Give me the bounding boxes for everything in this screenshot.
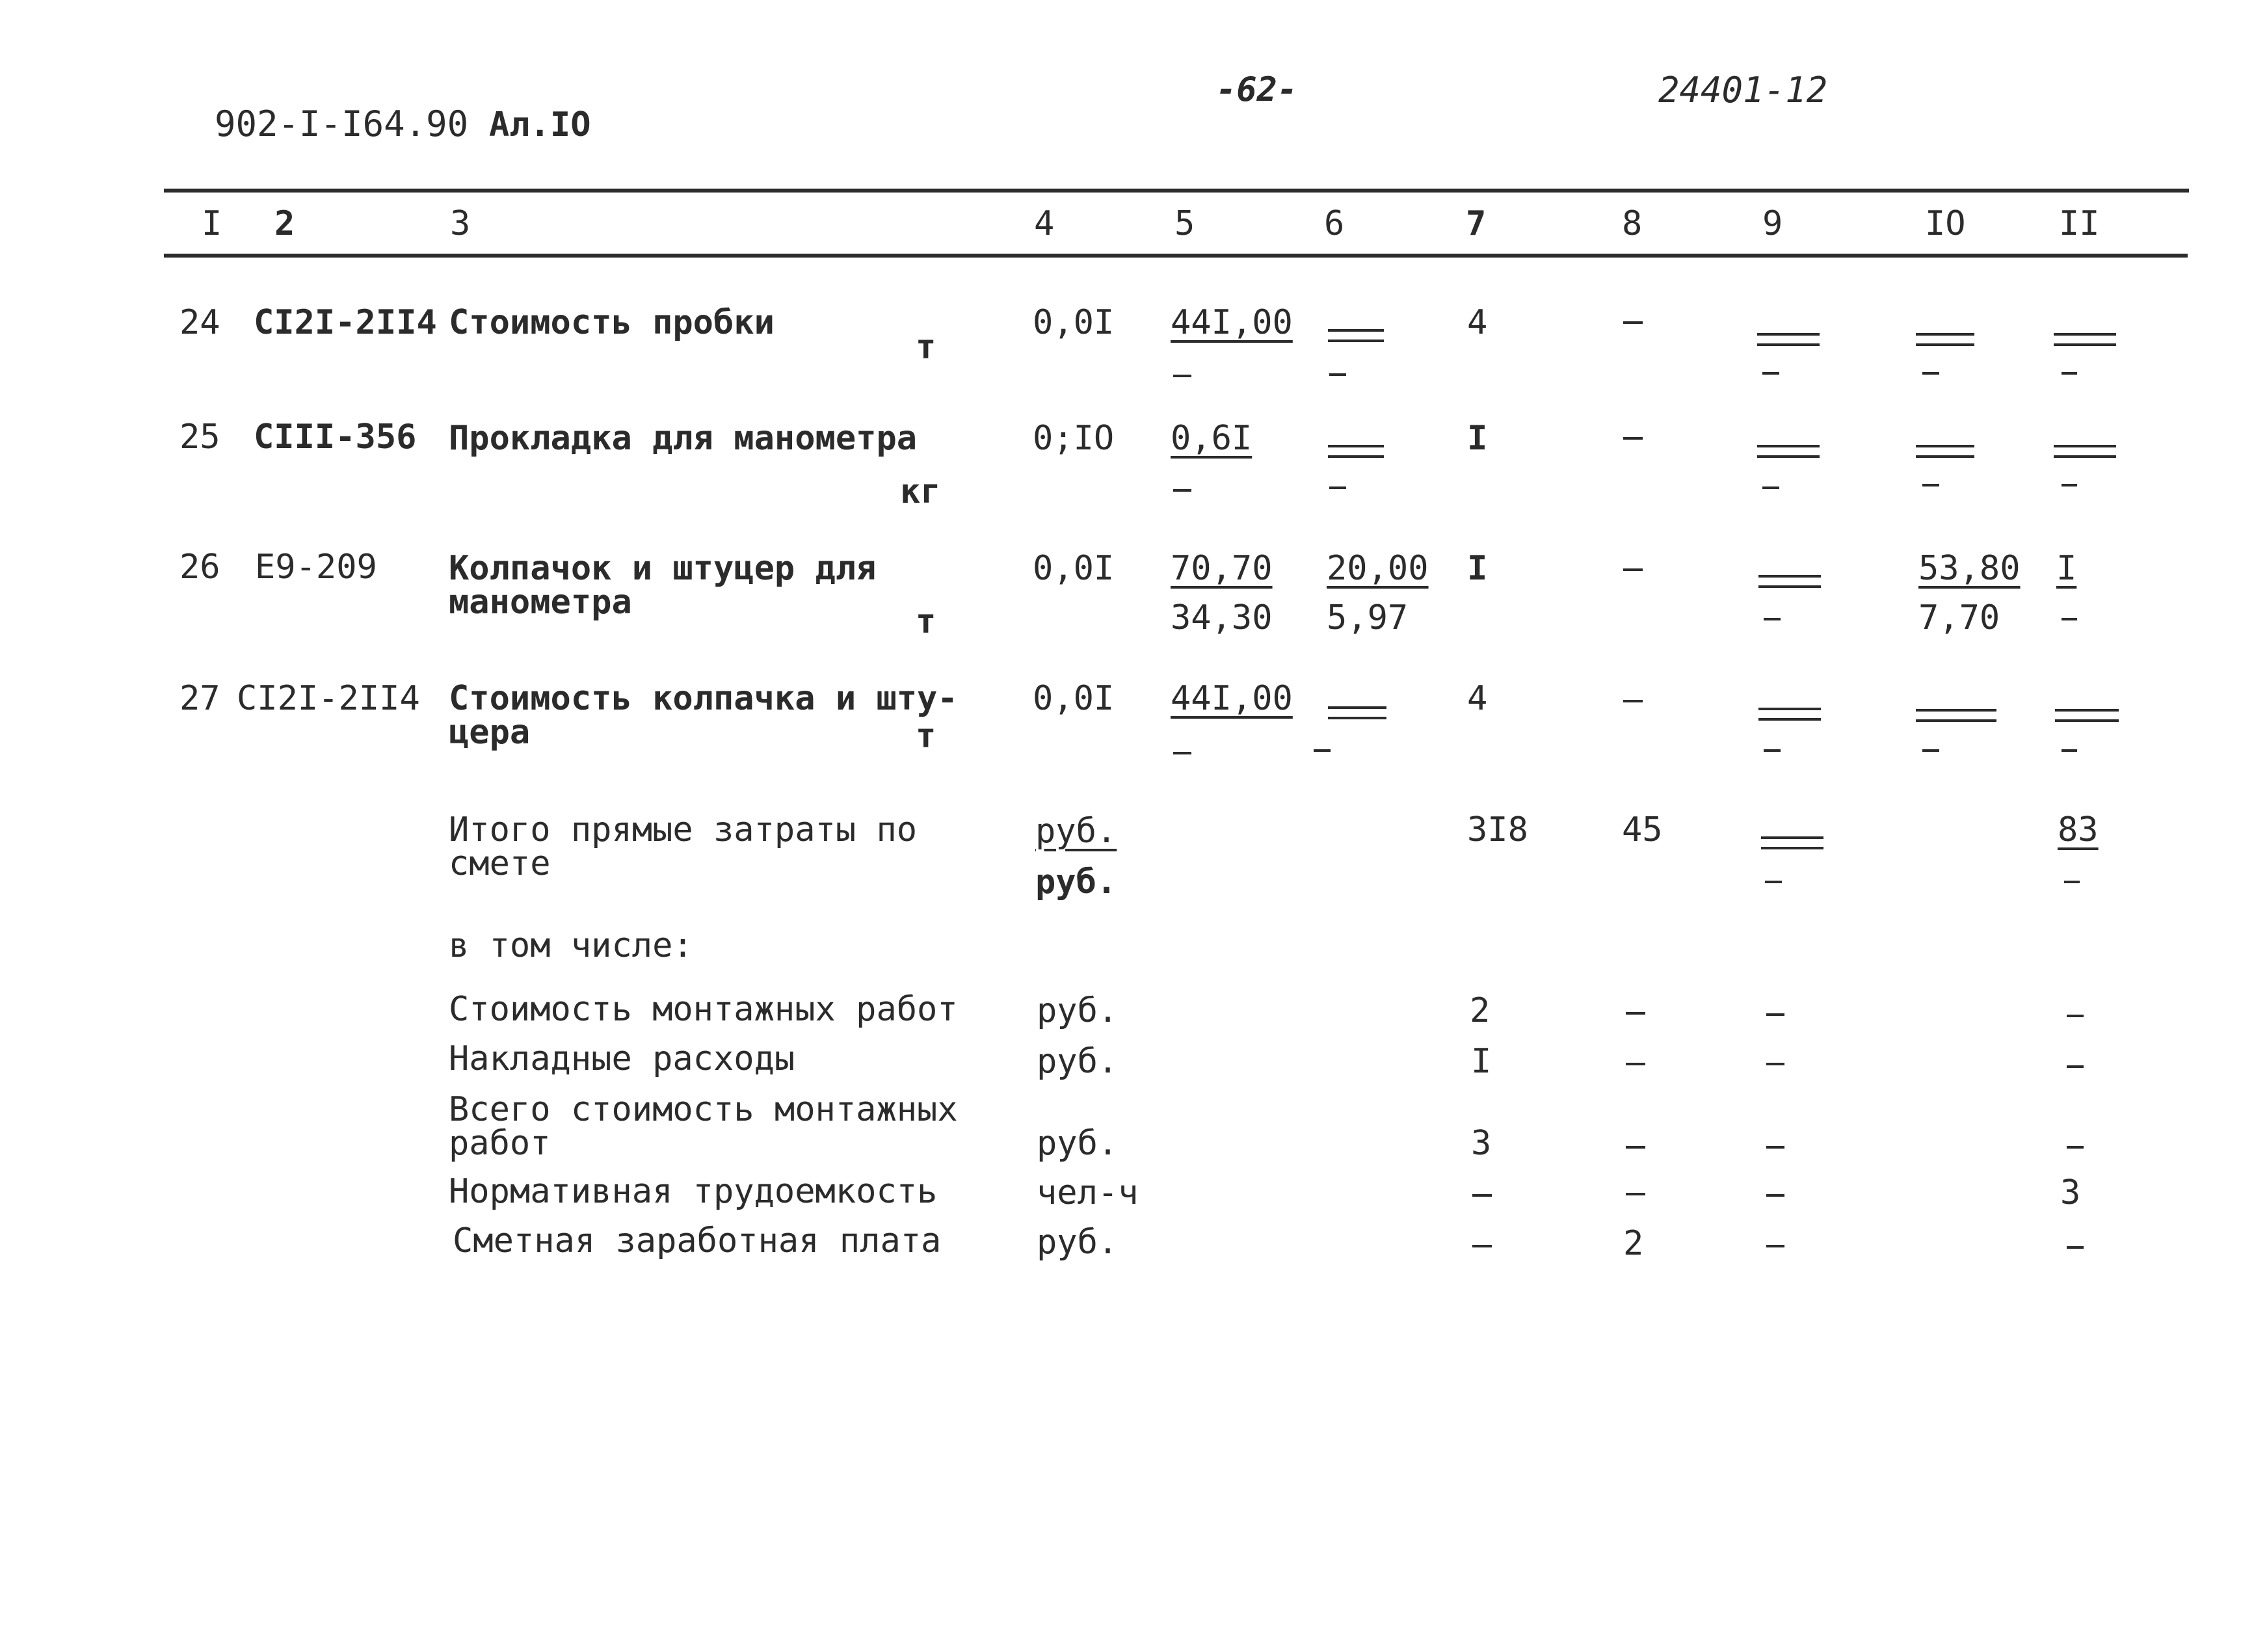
empty-dash	[2062, 372, 2077, 375]
column-header: 8	[1622, 204, 1643, 243]
order-number: 24401-12	[1658, 70, 1828, 111]
page-number: -62-	[1216, 70, 1298, 109]
empty-dash	[1314, 749, 1331, 752]
column-header: 9	[1762, 204, 1783, 243]
summary-line-label: работ	[449, 1124, 551, 1163]
row-col5-value: 70,70	[1171, 549, 1273, 588]
empty-dash	[1626, 1012, 1645, 1015]
empty-double-dash	[1757, 445, 1820, 458]
empty-dash	[1472, 1245, 1492, 1247]
empty-double-dash	[1916, 333, 1974, 346]
empty-dash	[1173, 752, 1191, 754]
row-code: E9-209	[255, 548, 377, 587]
empty-dash	[2064, 881, 2080, 883]
row-name: цера	[449, 713, 531, 752]
summary-line-label: Стоимость монтажных работ	[449, 990, 958, 1029]
row-col10-value: 53,80	[1918, 549, 2021, 588]
summary-line-unit: чел-ч	[1037, 1173, 1139, 1212]
total-label: смете	[449, 844, 551, 883]
summary-line-col11: 3	[2060, 1173, 2081, 1212]
row-col7-value: I	[1467, 549, 1488, 588]
row-quantity: 0,0I	[1033, 549, 1115, 588]
empty-dash	[1623, 700, 1643, 702]
summary-line-label: Всего стоимость монтажных	[449, 1090, 958, 1129]
total-col8-value: 45	[1622, 810, 1663, 849]
empty-double-dash	[1328, 706, 1386, 719]
empty-dash	[1626, 1063, 1645, 1065]
empty-dash	[2067, 1065, 2084, 1068]
row-col5-value: 44I,00	[1171, 679, 1293, 718]
document-code: 902-I-I64.90	[215, 103, 469, 144]
row-number: 26	[179, 548, 220, 587]
empty-dash	[1922, 484, 1939, 486]
row-quantity: 0,0I	[1033, 679, 1115, 718]
summary-line-unit: руб.	[1037, 1223, 1119, 1262]
row-unit: кг	[900, 472, 941, 511]
column-header: 6	[1324, 204, 1345, 243]
empty-double-dash	[2054, 445, 2116, 458]
summary-line-label: Сметная заработная плата	[453, 1221, 942, 1260]
summary-line-label: Нормативная трудоемкость	[449, 1172, 938, 1211]
empty-dash	[2062, 749, 2077, 752]
empty-dash	[1766, 1194, 1784, 1197]
column-header: 4	[1034, 204, 1055, 243]
row-col5-value: 44I,00	[1171, 303, 1293, 342]
column-header: 3	[450, 204, 471, 243]
empty-dash	[1922, 372, 1939, 375]
empty-dash	[2062, 484, 2077, 486]
row-number: 27	[179, 679, 220, 718]
empty-dash	[1764, 618, 1781, 620]
total-unit: руб.	[1035, 812, 1117, 851]
summary-line-unit: руб.	[1037, 1042, 1119, 1081]
summary-line-col7: I	[1471, 1042, 1492, 1081]
empty-dash	[1623, 437, 1643, 440]
empty-double-dash	[1757, 333, 1820, 346]
row-code: CI2I-2II4	[254, 303, 437, 342]
row-name: Стоимость колпачка и шту-	[449, 679, 958, 718]
empty-double-dash	[1328, 445, 1384, 458]
summary-line-unit: руб.	[1037, 1124, 1119, 1163]
summary-line-col8: 2	[1623, 1224, 1644, 1263]
row-unit: т	[916, 717, 936, 756]
empty-dash	[1173, 489, 1191, 492]
table-top-rule	[164, 189, 2189, 193]
column-header: II	[2059, 204, 2100, 243]
row-col7-value: I	[1467, 419, 1488, 458]
empty-dash	[1766, 1245, 1784, 1247]
row-col6-value: 5,97	[1327, 598, 1409, 637]
empty-dash	[1623, 568, 1643, 571]
row-col6-value: 20,00	[1327, 549, 1429, 588]
empty-double-dash	[1758, 708, 1821, 721]
row-name: Стоимость пробки	[449, 303, 775, 342]
row-code: CIII-356	[254, 418, 417, 457]
empty-double-dash	[2055, 709, 2119, 722]
empty-double-dash	[1758, 575, 1821, 588]
empty-dash	[1173, 375, 1191, 377]
empty-dash	[1764, 749, 1781, 752]
summary-line-col7: 3	[1471, 1124, 1492, 1163]
empty-dash	[1626, 1146, 1645, 1149]
row-code: CI2I-2II4	[237, 679, 420, 718]
summary-line-unit: руб.	[1037, 991, 1119, 1030]
total-label: Итого прямые затраты по	[449, 810, 918, 849]
row-name: Прокладка для манометра	[449, 419, 918, 458]
empty-dash	[1626, 1193, 1645, 1195]
empty-dash	[1623, 321, 1643, 324]
empty-dash	[2067, 1246, 2084, 1249]
column-header: 7	[1466, 204, 1487, 243]
empty-double-dash	[1328, 329, 1384, 342]
empty-dash	[2062, 618, 2077, 620]
row-col5-value: 34,30	[1171, 598, 1273, 637]
total-unit: руб.	[1035, 862, 1117, 901]
row-col10-value: 7,70	[1918, 598, 2000, 637]
row-name: Колпачок и штуцер для	[449, 549, 877, 588]
empty-double-dash	[1761, 836, 1823, 849]
row-col11-value: I	[2056, 549, 2077, 588]
empty-dash	[1762, 486, 1779, 489]
empty-double-dash	[1916, 709, 1996, 722]
empty-dash	[2067, 1015, 2084, 1017]
empty-dash	[1922, 749, 1939, 752]
row-unit: т	[916, 328, 936, 367]
empty-dash	[1766, 1063, 1784, 1065]
summary-line-label: Накладные расходы	[449, 1039, 795, 1078]
row-quantity: 0,0I	[1033, 303, 1115, 342]
empty-dash	[1472, 1194, 1492, 1197]
including-label: в том числе:	[449, 926, 693, 965]
empty-dash	[1765, 881, 1782, 883]
row-number: 24	[179, 303, 220, 342]
column-header: IO	[1925, 204, 1966, 243]
column-header: I	[202, 204, 222, 243]
row-col7-value: 4	[1467, 679, 1488, 718]
empty-dash	[1762, 372, 1779, 375]
row-number: 25	[179, 418, 220, 457]
row-name: манометра	[449, 583, 632, 622]
row-quantity: 0;IO	[1033, 419, 1115, 458]
row-col7-value: 4	[1467, 303, 1488, 342]
total-col7-value: 3I8	[1467, 810, 1528, 849]
empty-dash	[1329, 486, 1346, 489]
column-header: 2	[274, 204, 295, 243]
column-header: 5	[1174, 204, 1195, 243]
empty-double-dash	[2054, 333, 2116, 346]
empty-dash	[2067, 1146, 2084, 1149]
row-unit: т	[916, 602, 936, 641]
total-col11-value: 83	[2058, 810, 2099, 849]
table-header-rule	[164, 254, 2188, 258]
row-col5-value: 0,6I	[1171, 419, 1253, 458]
album-number: Ал.IO	[489, 105, 591, 144]
empty-dash	[1329, 373, 1346, 376]
empty-dash	[1766, 1146, 1784, 1149]
summary-line-col7: 2	[1470, 991, 1491, 1030]
empty-dash	[1766, 1013, 1784, 1016]
empty-double-dash	[1916, 445, 1974, 458]
